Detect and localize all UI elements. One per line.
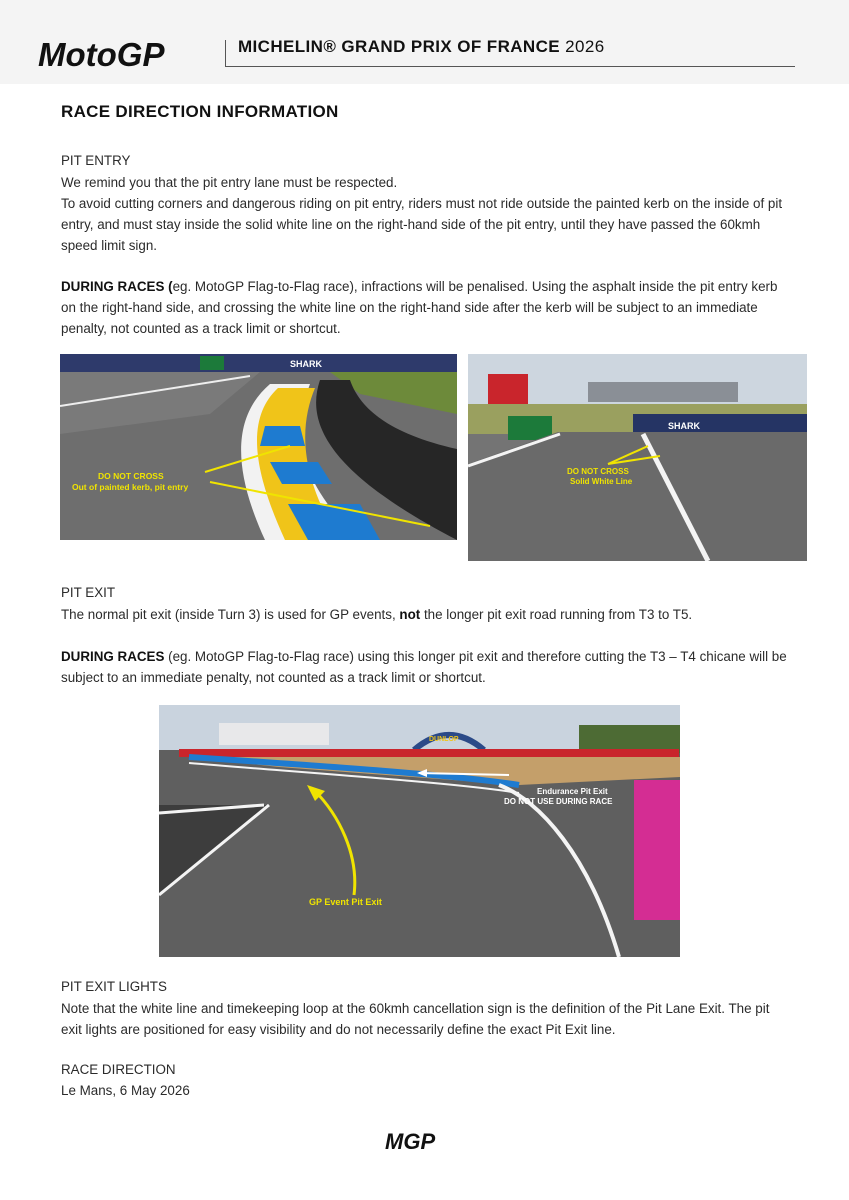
- pit-exit-lights-body: Note that the white line and timekeeping loop at the 60kmh cancellation sign is the definition of the Pit Lane Exit. The pit exit lights are positioned for easy visibility and do not necessarily define the exact Pit Exit line.: [61, 1001, 770, 1037]
- page-header: [0, 0, 849, 84]
- document-title: RACE DIRECTION INFORMATION: [61, 102, 339, 121]
- photo3-endurance-label-1: Endurance Pit Exit: [537, 787, 608, 796]
- pit-exit-lights-text: [61, 998, 791, 1040]
- pit-exit-line1-b: the longer pit exit road running from T3 to T5.: [420, 607, 693, 622]
- motogp-logo-text: MotoGP: [38, 36, 165, 72]
- photo2-label-2: Solid White Line: [570, 477, 633, 486]
- photo2-banner-text: SHARK: [668, 421, 701, 431]
- photo2-label-1: DO NOT CROSS: [567, 467, 629, 476]
- event-title: [238, 37, 605, 57]
- pit-exit-text: [61, 604, 791, 625]
- signature-place-date: Le Mans, 6 May 2026: [61, 1083, 190, 1098]
- pit-exit-races-text: [61, 646, 791, 688]
- event-year: 2026: [565, 37, 605, 56]
- pit-entry-races-body: eg. MotoGP Flag-to-Flag race), infractions will be penalised. Using the asphalt inside the pit entry kerb on the right-hand side, and crossing the white line on the right-hand side after the kerb will be subject to an immediate penalty, not counted as a track limit or shortcut.: [61, 279, 778, 336]
- photo1-banner-text: SHARK: [290, 359, 323, 369]
- pit-exit-line1-not: not: [399, 607, 421, 622]
- photo3-gp-label: GP Event Pit Exit: [309, 897, 382, 907]
- event-title-text: MICHELIN® GRAND PRIX OF FRANCE: [238, 37, 561, 56]
- header-divider: [225, 40, 226, 67]
- motogp-logo: [38, 36, 218, 72]
- pit-entry-text: [61, 172, 791, 256]
- pit-entry-heading: PIT ENTRY: [61, 153, 131, 168]
- pit-exit-line1-a: The normal pit exit (inside Turn 3) is used for GP events,: [61, 607, 400, 622]
- photo3-endurance-label-2: DO NOT USE DURING RACE: [504, 797, 613, 806]
- pit-entry-white-line-photo: [468, 354, 807, 561]
- pit-exit-lights-heading: PIT EXIT LIGHTS: [61, 979, 167, 994]
- photo1-label-2: Out of painted kerb, pit entry: [72, 482, 189, 492]
- header-rule: [225, 66, 795, 67]
- pit-entry-kerb-photo: [60, 354, 457, 540]
- pit-entry-races-text: [61, 276, 791, 339]
- signature-organization: RACE DIRECTION: [61, 1062, 176, 1077]
- pit-entry-races-label: DURING RACES (: [61, 279, 173, 294]
- pit-exit-races-label: DURING RACES: [61, 649, 165, 664]
- photo3-banner-text: DUNLOP: [429, 736, 459, 743]
- pit-entry-line2: To avoid cutting corners and dangerous riding on pit entry, riders must not ride outside the painted kerb on the inside of pit entry, and must stay inside the solid white line on the right-hand side of the pit entry, until they have passed the 60kmh speed limit sign.: [61, 196, 783, 253]
- pit-exit-races-body: (eg. MotoGP Flag-to-Flag race) using this longer pit exit and therefore cutting the T3 – T4 chicane will be subject to an immediate penalty, not counted as a track limit or shortcut.: [61, 649, 787, 685]
- footer-logo-text: MGP: [385, 1130, 436, 1152]
- pit-exit-heading: PIT EXIT: [61, 585, 116, 600]
- photo1-label-1: DO NOT CROSS: [98, 471, 164, 481]
- pit-entry-line1: We remind you that the pit entry lane must be respected.: [61, 175, 398, 190]
- pit-exit-photo: [159, 705, 680, 957]
- footer-mgp-logo: [383, 1130, 471, 1152]
